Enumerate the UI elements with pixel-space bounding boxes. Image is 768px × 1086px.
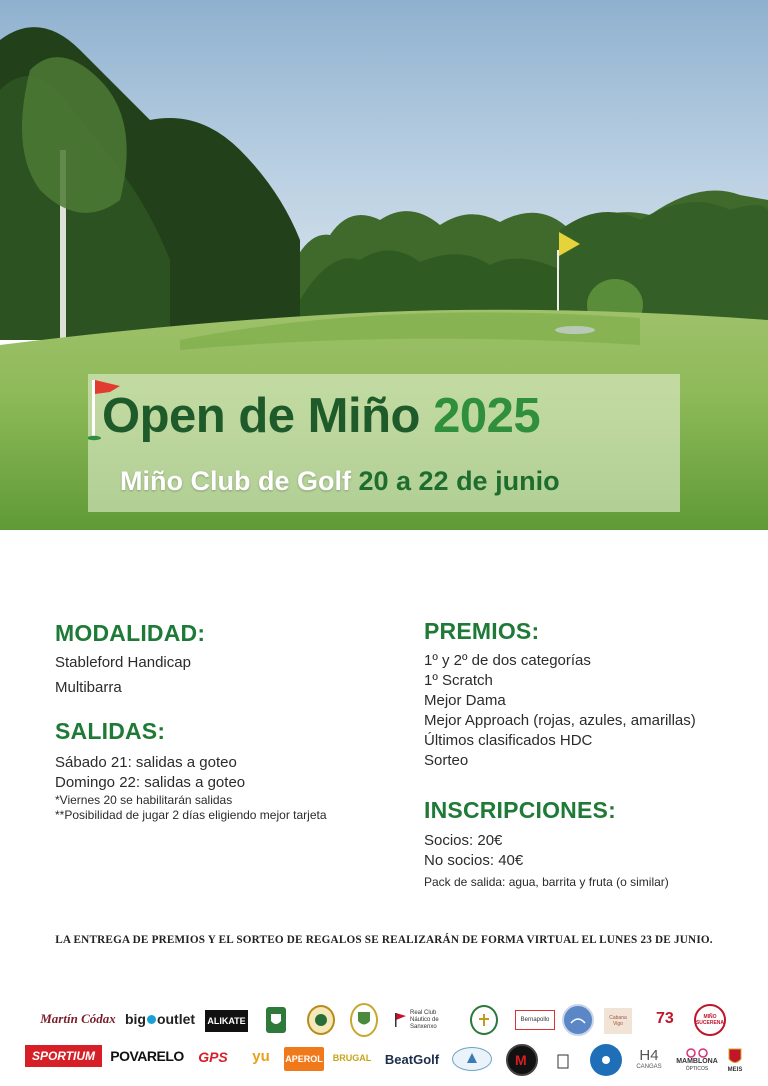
inscripciones-heading: INSCRIPCIONES: bbox=[424, 797, 616, 823]
meis-shield-icon bbox=[728, 1047, 742, 1067]
h4-logo-sub: CANGAS bbox=[636, 1063, 662, 1070]
bernapollo-logo: Bernapollo bbox=[515, 1010, 555, 1030]
real-club-label: Real Club Náutico de Sanxenxo bbox=[410, 1009, 439, 1030]
inscripciones-item: No socios: 40€ bbox=[424, 852, 524, 869]
salidas-item: Sábado 21: salidas a goteo bbox=[55, 754, 237, 771]
bigoutlet-logo-a: big bbox=[124, 1011, 146, 1027]
event-year: 2025 bbox=[433, 389, 541, 443]
event-title bbox=[102, 388, 642, 444]
glasses-icon bbox=[683, 1048, 711, 1058]
meis-text: MEIS bbox=[727, 1067, 743, 1073]
event-venue: Miño Club de Golf bbox=[120, 466, 351, 496]
bigoutlet-dot-icon bbox=[147, 1015, 156, 1024]
m-logo-icon bbox=[506, 1044, 538, 1076]
event-dates: 20 a 22 de junio bbox=[358, 466, 560, 496]
modalidad-heading: MODALIDAD: bbox=[55, 620, 206, 646]
meis-logo bbox=[724, 1042, 746, 1078]
sailing-club-logo-icon bbox=[452, 1047, 492, 1071]
modalidad-item: Stableford Handicap bbox=[55, 654, 191, 671]
salidas-note: **Posibilidad de jugar 2 días eligiendo mejor tarjeta bbox=[55, 808, 327, 822]
hero-photo bbox=[0, 0, 768, 530]
mino-sucerena-logo: MIÑO SUCERENA bbox=[694, 1004, 726, 1036]
building-logo-icon bbox=[548, 1048, 578, 1072]
awards-notice: LA ENTREGA DE PREMIOS Y EL SORTEO DE REGALOS SE REALIZARÁN DE FORMA VIRTUAL EL LUNES 23 DE JUNIO. bbox=[55, 934, 713, 946]
svg-text:73: 73 bbox=[656, 1010, 674, 1026]
gps-logo: GPS bbox=[198, 1049, 228, 1065]
nautical-flag-icon bbox=[394, 1012, 408, 1028]
premios-heading: PREMIOS: bbox=[424, 618, 540, 644]
premios-list bbox=[424, 651, 696, 771]
sportium-logo: SPORTIUM bbox=[25, 1045, 102, 1067]
bigoutlet-logo bbox=[124, 1008, 196, 1030]
cabana-logo: Cabana Vigo bbox=[604, 1008, 632, 1034]
beatgolf-logo: BeatGolf bbox=[384, 1051, 440, 1067]
premios-item: Últimos clasificados HDC bbox=[424, 732, 593, 749]
inscripciones-item: Socios: 20€ bbox=[424, 832, 503, 849]
mamblona-sub: ÓPTICOS bbox=[685, 1066, 709, 1072]
blue-round-logo-icon bbox=[590, 1044, 622, 1076]
alikate-logo: ALIKATE bbox=[205, 1010, 248, 1032]
modalidad-item: Multibarra bbox=[55, 679, 122, 696]
73-logo-icon bbox=[648, 1003, 684, 1031]
event-name: Open de Miño bbox=[102, 389, 420, 443]
premios-item: 1º y 2º de dos categorías bbox=[424, 652, 591, 669]
golf-flag-icon bbox=[88, 374, 122, 444]
martin-codax-logo: Martín Códax bbox=[40, 1011, 116, 1026]
cross-emblem-icon bbox=[470, 1005, 498, 1035]
mamblona-logo bbox=[676, 1044, 718, 1076]
svg-text:M: M bbox=[515, 1053, 527, 1067]
event-subtitle bbox=[120, 466, 660, 497]
premios-item: Mejor Dama bbox=[424, 692, 506, 709]
yu-logo: yu bbox=[252, 1047, 270, 1065]
aperol-logo: APEROL bbox=[284, 1047, 324, 1071]
title-banner bbox=[88, 374, 680, 512]
premios-item: 1º Scratch bbox=[424, 672, 493, 689]
h4-hotels-logo bbox=[630, 1042, 668, 1076]
club-crest-icon bbox=[266, 1007, 286, 1033]
bigoutlet-logo-b: outlet bbox=[156, 1011, 196, 1027]
real-club-nautico-logo bbox=[394, 1008, 456, 1032]
shield-emblem-icon bbox=[350, 1003, 378, 1037]
salidas-note: *Viernes 20 se habilitarán salidas bbox=[55, 793, 233, 807]
h4-logo-text: H4 bbox=[639, 1046, 659, 1064]
salidas-item: Domingo 22: salidas a goteo bbox=[55, 774, 246, 791]
mamblona-text: MAMBLONA bbox=[676, 1058, 718, 1065]
brugal-logo: BRUGAL bbox=[332, 1053, 372, 1063]
salidas-heading: SALIDAS: bbox=[55, 718, 166, 744]
guardia-civil-emblem-icon bbox=[307, 1005, 335, 1035]
povarelo-logo: POVARELO bbox=[110, 1048, 184, 1064]
premios-item: Mejor Approach (rojas, azules, amarillas) bbox=[424, 712, 696, 729]
premios-item: Sorteo bbox=[424, 752, 469, 769]
inscripciones-note: Pack de salida: agua, barrita y fruta (o similar) bbox=[424, 875, 669, 889]
club-round-logo-icon bbox=[562, 1004, 594, 1036]
